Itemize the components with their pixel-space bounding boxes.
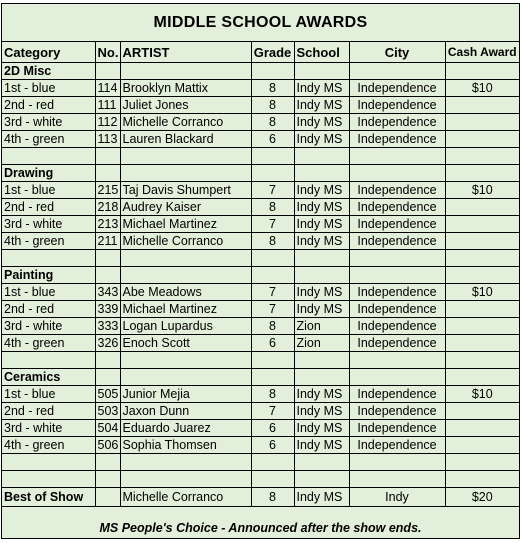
cell-city: Independence: [349, 437, 445, 454]
cell-grade: 7: [251, 403, 294, 420]
cell-city: Independence: [349, 216, 445, 233]
award-row: [2, 233, 519, 250]
section-name: Painting: [2, 267, 95, 284]
blank-cell: [120, 267, 251, 284]
blank-cell: [251, 148, 294, 165]
cell-cash-award: $10: [445, 386, 519, 403]
cell-city: Independence: [349, 80, 445, 97]
cell-grade: 8: [251, 199, 294, 216]
cell-grade: 6: [251, 437, 294, 454]
awards-table-body: [2, 42, 519, 507]
award-row: [2, 386, 519, 403]
cell-category: 1st - blue: [2, 80, 95, 97]
blank-cell: [2, 148, 95, 165]
footer-note: MS People's Choice - Announced after the show ends.: [99, 520, 422, 535]
cell-no: 503: [95, 403, 120, 420]
blank-cell: [95, 369, 120, 386]
section-header-row: [2, 63, 519, 80]
cell-school: Zion: [294, 318, 349, 335]
cell-grade: 8: [251, 114, 294, 131]
cell-artist: Jaxon Dunn: [120, 403, 251, 420]
blank-cell: [95, 471, 120, 488]
award-row: [2, 216, 519, 233]
header-grade: Grade: [251, 42, 294, 63]
cell-no: 326: [95, 335, 120, 352]
award-row: [2, 114, 519, 131]
blank-cell: [349, 267, 445, 284]
cell-cash-award: [445, 131, 519, 148]
cell-category: 4th - green: [2, 335, 95, 352]
cell-no: 339: [95, 301, 120, 318]
cell-school: Zion: [294, 335, 349, 352]
award-row: [2, 199, 519, 216]
blank-cell: [294, 250, 349, 267]
cell-city: Independence: [349, 318, 445, 335]
blank-cell: [95, 352, 120, 369]
header-category: Category: [2, 42, 95, 63]
cell-city: Independence: [349, 97, 445, 114]
cell-grade: 8: [251, 80, 294, 97]
blank-cell: [445, 165, 519, 182]
blank-cell: [251, 454, 294, 471]
cell-grade: 8: [251, 97, 294, 114]
cell-no: 333: [95, 318, 120, 335]
cell-grade: 7: [251, 182, 294, 199]
blank-cell: [445, 148, 519, 165]
award-row: [2, 437, 519, 454]
cell-artist: Michael Martinez: [120, 301, 251, 318]
cell-no: [95, 488, 120, 507]
cell-school: Indy MS: [294, 403, 349, 420]
award-row: [2, 403, 519, 420]
header-cash-award: Cash Award: [445, 42, 519, 63]
cell-school: Indy MS: [294, 80, 349, 97]
section-name: Ceramics: [2, 369, 95, 386]
cell-city: Independence: [349, 301, 445, 318]
cell-cash-award: $10: [445, 284, 519, 301]
blank-cell: [445, 250, 519, 267]
cell-grade: 8: [251, 386, 294, 403]
cell-city: Independence: [349, 403, 445, 420]
cell-city: Independence: [349, 420, 445, 437]
award-row: [2, 182, 519, 199]
cell-city: Independence: [349, 284, 445, 301]
blank-cell: [251, 471, 294, 488]
cell-school: Indy MS: [294, 420, 349, 437]
blank-cell: [120, 148, 251, 165]
blank-cell: [120, 63, 251, 80]
header-school: School: [294, 42, 349, 63]
cell-artist: Lauren Blackard: [120, 131, 251, 148]
cell-city: Independence: [349, 199, 445, 216]
blank-cell: [294, 63, 349, 80]
blank-row: [2, 148, 519, 165]
blank-cell: [95, 165, 120, 182]
blank-cell: [349, 352, 445, 369]
cell-city: Indy: [349, 488, 445, 507]
blank-row: [2, 471, 519, 488]
cell-grade: 7: [251, 284, 294, 301]
cell-category: 1st - blue: [2, 386, 95, 403]
blank-cell: [95, 250, 120, 267]
cell-category: Best of Show: [2, 488, 95, 507]
blank-cell: [294, 165, 349, 182]
blank-cell: [2, 250, 95, 267]
awards-sheet: [1, 3, 520, 539]
blank-cell: [349, 369, 445, 386]
blank-cell: [251, 267, 294, 284]
blank-cell: [445, 454, 519, 471]
blank-cell: [95, 267, 120, 284]
awards-table: [2, 42, 519, 507]
cell-category: 3rd - white: [2, 420, 95, 437]
cell-no: 213: [95, 216, 120, 233]
blank-cell: [445, 267, 519, 284]
cell-grade: 7: [251, 216, 294, 233]
cell-category: 3rd - white: [2, 114, 95, 131]
section-header-row: [2, 165, 519, 182]
blank-row: [2, 454, 519, 471]
cell-grade: 6: [251, 131, 294, 148]
award-row: [2, 131, 519, 148]
blank-cell: [120, 471, 251, 488]
blank-cell: [2, 471, 95, 488]
cell-school: Indy MS: [294, 114, 349, 131]
cell-city: Independence: [349, 335, 445, 352]
cell-no: 505: [95, 386, 120, 403]
cell-no: 215: [95, 182, 120, 199]
section-name: 2D Misc: [2, 63, 95, 80]
cell-no: 113: [95, 131, 120, 148]
cell-city: Independence: [349, 182, 445, 199]
cell-grade: 6: [251, 335, 294, 352]
blank-cell: [349, 148, 445, 165]
cell-category: 4th - green: [2, 437, 95, 454]
sheet-title: MIDDLE SCHOOL AWARDS: [2, 4, 519, 42]
cell-school: Indy MS: [294, 386, 349, 403]
cell-category: 2nd - red: [2, 97, 95, 114]
award-row: [2, 80, 519, 97]
cell-no: 343: [95, 284, 120, 301]
cell-city: Independence: [349, 114, 445, 131]
cell-category: 2nd - red: [2, 301, 95, 318]
cell-artist: Logan Lupardus: [120, 318, 251, 335]
blank-cell: [294, 471, 349, 488]
cell-cash-award: [445, 420, 519, 437]
cell-category: 2nd - red: [2, 199, 95, 216]
cell-no: 218: [95, 199, 120, 216]
blank-cell: [2, 352, 95, 369]
cell-cash-award: [445, 403, 519, 420]
cell-artist: Michelle Corranco: [120, 233, 251, 250]
header-no: No.: [95, 42, 120, 63]
blank-cell: [120, 250, 251, 267]
blank-cell: [251, 250, 294, 267]
cell-school: Indy MS: [294, 199, 349, 216]
blank-cell: [349, 454, 445, 471]
award-row: [2, 301, 519, 318]
cell-grade: 6: [251, 420, 294, 437]
cell-artist: Michelle Corranco: [120, 114, 251, 131]
cell-artist: Sophia Thomsen: [120, 437, 251, 454]
header-city: City: [349, 42, 445, 63]
cell-school: Indy MS: [294, 182, 349, 199]
blank-cell: [251, 63, 294, 80]
cell-school: Indy MS: [294, 131, 349, 148]
cell-artist: Junior Mejia: [120, 386, 251, 403]
blank-row: [2, 250, 519, 267]
cell-school: Indy MS: [294, 216, 349, 233]
cell-school: Indy MS: [294, 284, 349, 301]
cell-category: 4th - green: [2, 233, 95, 250]
blank-cell: [251, 165, 294, 182]
cell-cash-award: [445, 97, 519, 114]
blank-row: [2, 352, 519, 369]
cell-cash-award: [445, 216, 519, 233]
cell-category: 4th - green: [2, 131, 95, 148]
cell-school: Indy MS: [294, 301, 349, 318]
cell-school: Indy MS: [294, 437, 349, 454]
cell-artist: Taj Davis Shumpert: [120, 182, 251, 199]
cell-cash-award: [445, 114, 519, 131]
section-name: Drawing: [2, 165, 95, 182]
award-row: [2, 335, 519, 352]
blank-cell: [445, 369, 519, 386]
blank-cell: [445, 63, 519, 80]
cell-cash-award: [445, 318, 519, 335]
blank-cell: [294, 369, 349, 386]
cell-artist: Audrey Kaiser: [120, 199, 251, 216]
blank-cell: [294, 454, 349, 471]
blank-cell: [120, 352, 251, 369]
cell-no: 211: [95, 233, 120, 250]
cell-no: 111: [95, 97, 120, 114]
cell-artist: Brooklyn Mattix: [120, 80, 251, 97]
cell-cash-award: $10: [445, 182, 519, 199]
cell-grade: 8: [251, 233, 294, 250]
blank-cell: [95, 148, 120, 165]
cell-category: 1st - blue: [2, 182, 95, 199]
cell-grade: 7: [251, 301, 294, 318]
blank-cell: [445, 352, 519, 369]
award-row: [2, 97, 519, 114]
cell-cash-award: [445, 301, 519, 318]
blank-cell: [120, 369, 251, 386]
cell-artist: Michelle Corranco: [120, 488, 251, 507]
blank-cell: [349, 63, 445, 80]
blank-cell: [95, 454, 120, 471]
best-of-show-row: [2, 488, 519, 507]
blank-cell: [349, 165, 445, 182]
header-artist: ARTIST: [120, 42, 251, 63]
cell-no: 504: [95, 420, 120, 437]
blank-cell: [251, 352, 294, 369]
award-row: [2, 318, 519, 335]
cell-no: 506: [95, 437, 120, 454]
cell-artist: Michael Martinez: [120, 216, 251, 233]
section-header-row: [2, 369, 519, 386]
award-row: [2, 420, 519, 437]
cell-artist: Juliet Jones: [120, 97, 251, 114]
blank-cell: [294, 148, 349, 165]
cell-grade: 8: [251, 488, 294, 507]
cell-cash-award: [445, 233, 519, 250]
cell-category: 2nd - red: [2, 403, 95, 420]
cell-category: 1st - blue: [2, 284, 95, 301]
cell-artist: Abe Meadows: [120, 284, 251, 301]
cell-no: 114: [95, 80, 120, 97]
cell-cash-award: [445, 335, 519, 352]
blank-cell: [95, 63, 120, 80]
cell-artist: Enoch Scott: [120, 335, 251, 352]
cell-cash-award: $20: [445, 488, 519, 507]
blank-cell: [294, 352, 349, 369]
blank-cell: [445, 471, 519, 488]
cell-city: Independence: [349, 233, 445, 250]
blank-cell: [2, 454, 95, 471]
blank-cell: [349, 250, 445, 267]
blank-cell: [294, 267, 349, 284]
cell-school: Indy MS: [294, 488, 349, 507]
cell-no: 112: [95, 114, 120, 131]
cell-category: 3rd - white: [2, 318, 95, 335]
blank-cell: [251, 369, 294, 386]
blank-cell: [120, 165, 251, 182]
cell-grade: 8: [251, 318, 294, 335]
cell-school: Indy MS: [294, 97, 349, 114]
cell-category: 3rd - white: [2, 216, 95, 233]
cell-city: Independence: [349, 131, 445, 148]
cell-school: Indy MS: [294, 233, 349, 250]
cell-city: Independence: [349, 386, 445, 403]
cell-cash-award: $10: [445, 80, 519, 97]
blank-cell: [120, 454, 251, 471]
cell-cash-award: [445, 437, 519, 454]
cell-artist: Eduardo Juarez: [120, 420, 251, 437]
blank-cell: [349, 471, 445, 488]
header-row: [2, 42, 519, 63]
cell-cash-award: [445, 199, 519, 216]
section-header-row: [2, 267, 519, 284]
award-row: [2, 284, 519, 301]
